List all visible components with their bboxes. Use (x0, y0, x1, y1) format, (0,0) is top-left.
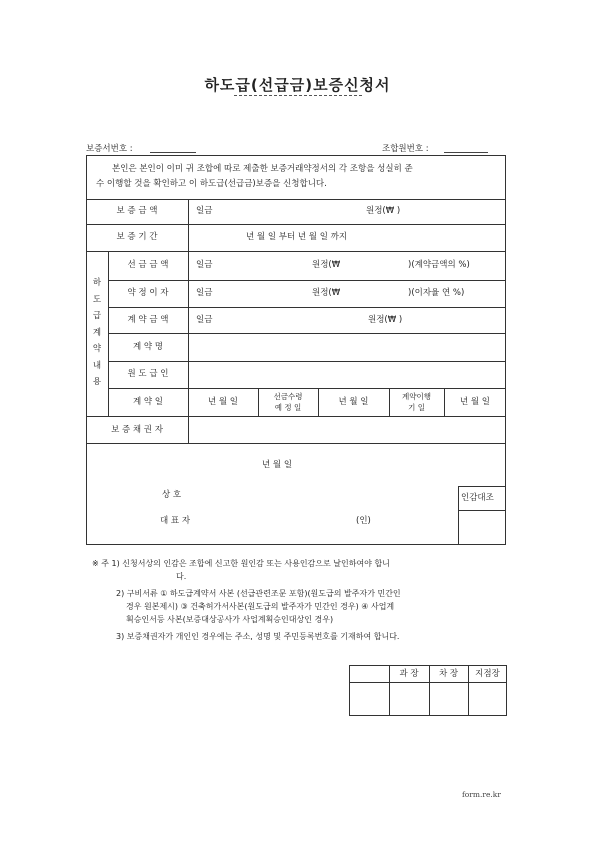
representative-label: 대 표 자 (160, 516, 191, 526)
contract-amount-suffix: 원정(₩ ) (368, 315, 403, 325)
intro-line-2: 수 이행할 것을 확인하고 이 하도급(선급금)보증을 신청합니다. (96, 179, 327, 189)
rule (108, 333, 506, 334)
interest-prefix: 일금 (196, 288, 213, 298)
prime-contractor-label: 원 도 급 인 (127, 369, 169, 379)
guarantee-period-text: 년 월 일 부터 년 월 일 까지 (246, 232, 348, 242)
company-label: 상 호 (162, 490, 182, 500)
rule (458, 510, 506, 511)
creditor-label: 보 증 채 권 자 (111, 425, 163, 435)
note-1a: ※ 주 1) 신청서상의 인감은 조합에 신고한 원인감 또는 사용인감으로 날인하여야 합니 (92, 559, 390, 568)
note-2b: 경우 원본제시) ③ 건축허가서사본(원도급의 발주자가 민간인 경우) ④ 사업계 (126, 602, 395, 611)
advance-amount-prefix: 일금 (196, 260, 213, 270)
seal-compare-label: 인감대조 (461, 493, 494, 503)
rule (108, 307, 506, 308)
contract-date-label: 계 약 일 (132, 397, 164, 407)
member-number-label: 조합원번호 : (382, 144, 429, 154)
approval-deputy: 차 장 (438, 669, 459, 679)
interest-tail: )(이자율 연 %) (408, 288, 465, 298)
rule (86, 251, 506, 252)
intro-line-1: 본인은 본인이 이미 귀 조합에 따로 제출한 보증거래약정서의 각 조항을 성실히 준 (112, 164, 413, 174)
contract-amount-label: 계 약 금 액 (127, 315, 169, 325)
rule (108, 251, 109, 416)
section-label-char: 하 (92, 278, 102, 288)
section-label-char: 내 (92, 360, 102, 371)
performance-label-1: 계약이행 (402, 392, 431, 401)
rule (86, 443, 506, 444)
section-label-char: 도 (92, 294, 102, 305)
cert-number-field[interactable] (150, 152, 196, 153)
seal-mark: (인) (356, 516, 371, 526)
subcontract-section-label (91, 275, 103, 391)
note-1b: 다. (176, 572, 187, 581)
contract-date-value: 년 월 일 (207, 397, 239, 407)
interest-label: 약 정 이 자 (127, 288, 169, 298)
interest-middle: 원정(₩ (312, 288, 341, 298)
approval-branch-head: 지점장 (475, 669, 500, 679)
page-title: 하도급(선급금)보증신청서 (204, 76, 391, 94)
rule (108, 361, 506, 362)
note-3: 3) 보증채권자가 개인인 경우에는 주소, 성명 및 주민등록번호를 기재하여 합니다. (116, 632, 400, 641)
rule (86, 416, 506, 417)
advance-receipt-label-1: 선금수령 (273, 392, 303, 401)
performance-label-2: 기 일 (408, 403, 425, 412)
section-label-char: 계 (92, 327, 102, 338)
guarantee-amount-suffix: 원정(₩ ) (366, 206, 401, 216)
advance-receipt-label-2: 예 정 일 (274, 403, 302, 412)
rule (86, 199, 506, 200)
contract-name-label: 계 약 명 (132, 342, 164, 352)
section-label-char: 용 (92, 377, 102, 387)
performance-date: 년 월 일 (459, 397, 491, 407)
contract-amount-prefix: 일금 (196, 315, 213, 325)
guarantee-amount-prefix: 일금 (196, 206, 213, 216)
approval-manager: 과 장 (399, 669, 419, 679)
note-2c: 획승인서등 사본(보증대상공사가 사업계획승인대상인 경우) (126, 615, 334, 624)
rule (86, 224, 506, 225)
rule (458, 486, 459, 545)
rule (108, 388, 506, 389)
note-2a: 2) 구비서류 ① 하도급계약서 사본 (선급관련조문 포함)(원도급의 발주자가 민간인 (116, 589, 401, 598)
advance-receipt-date: 년 월 일 (338, 397, 369, 407)
advance-amount-middle: 원정(₩ (312, 260, 341, 270)
advance-amount-label: 선 금 금 액 (127, 260, 169, 270)
guarantee-amount-label: 보 증 금 액 (116, 206, 158, 216)
cert-number-label: 보증서번호 : (86, 144, 133, 154)
member-number-field[interactable] (444, 152, 488, 153)
section-label-char: 급 (92, 311, 102, 321)
advance-amount-tail: )(계약금액의 %) (408, 260, 470, 270)
sign-date: 년 월 일 (262, 460, 293, 470)
rule (349, 682, 507, 683)
title-underline (234, 95, 362, 96)
section-label-char: 약 (92, 344, 102, 354)
rule (108, 280, 506, 281)
footer-source: form.re.kr (462, 790, 501, 799)
rule (458, 486, 506, 487)
guarantee-period-label: 보 증 기 간 (116, 232, 158, 242)
